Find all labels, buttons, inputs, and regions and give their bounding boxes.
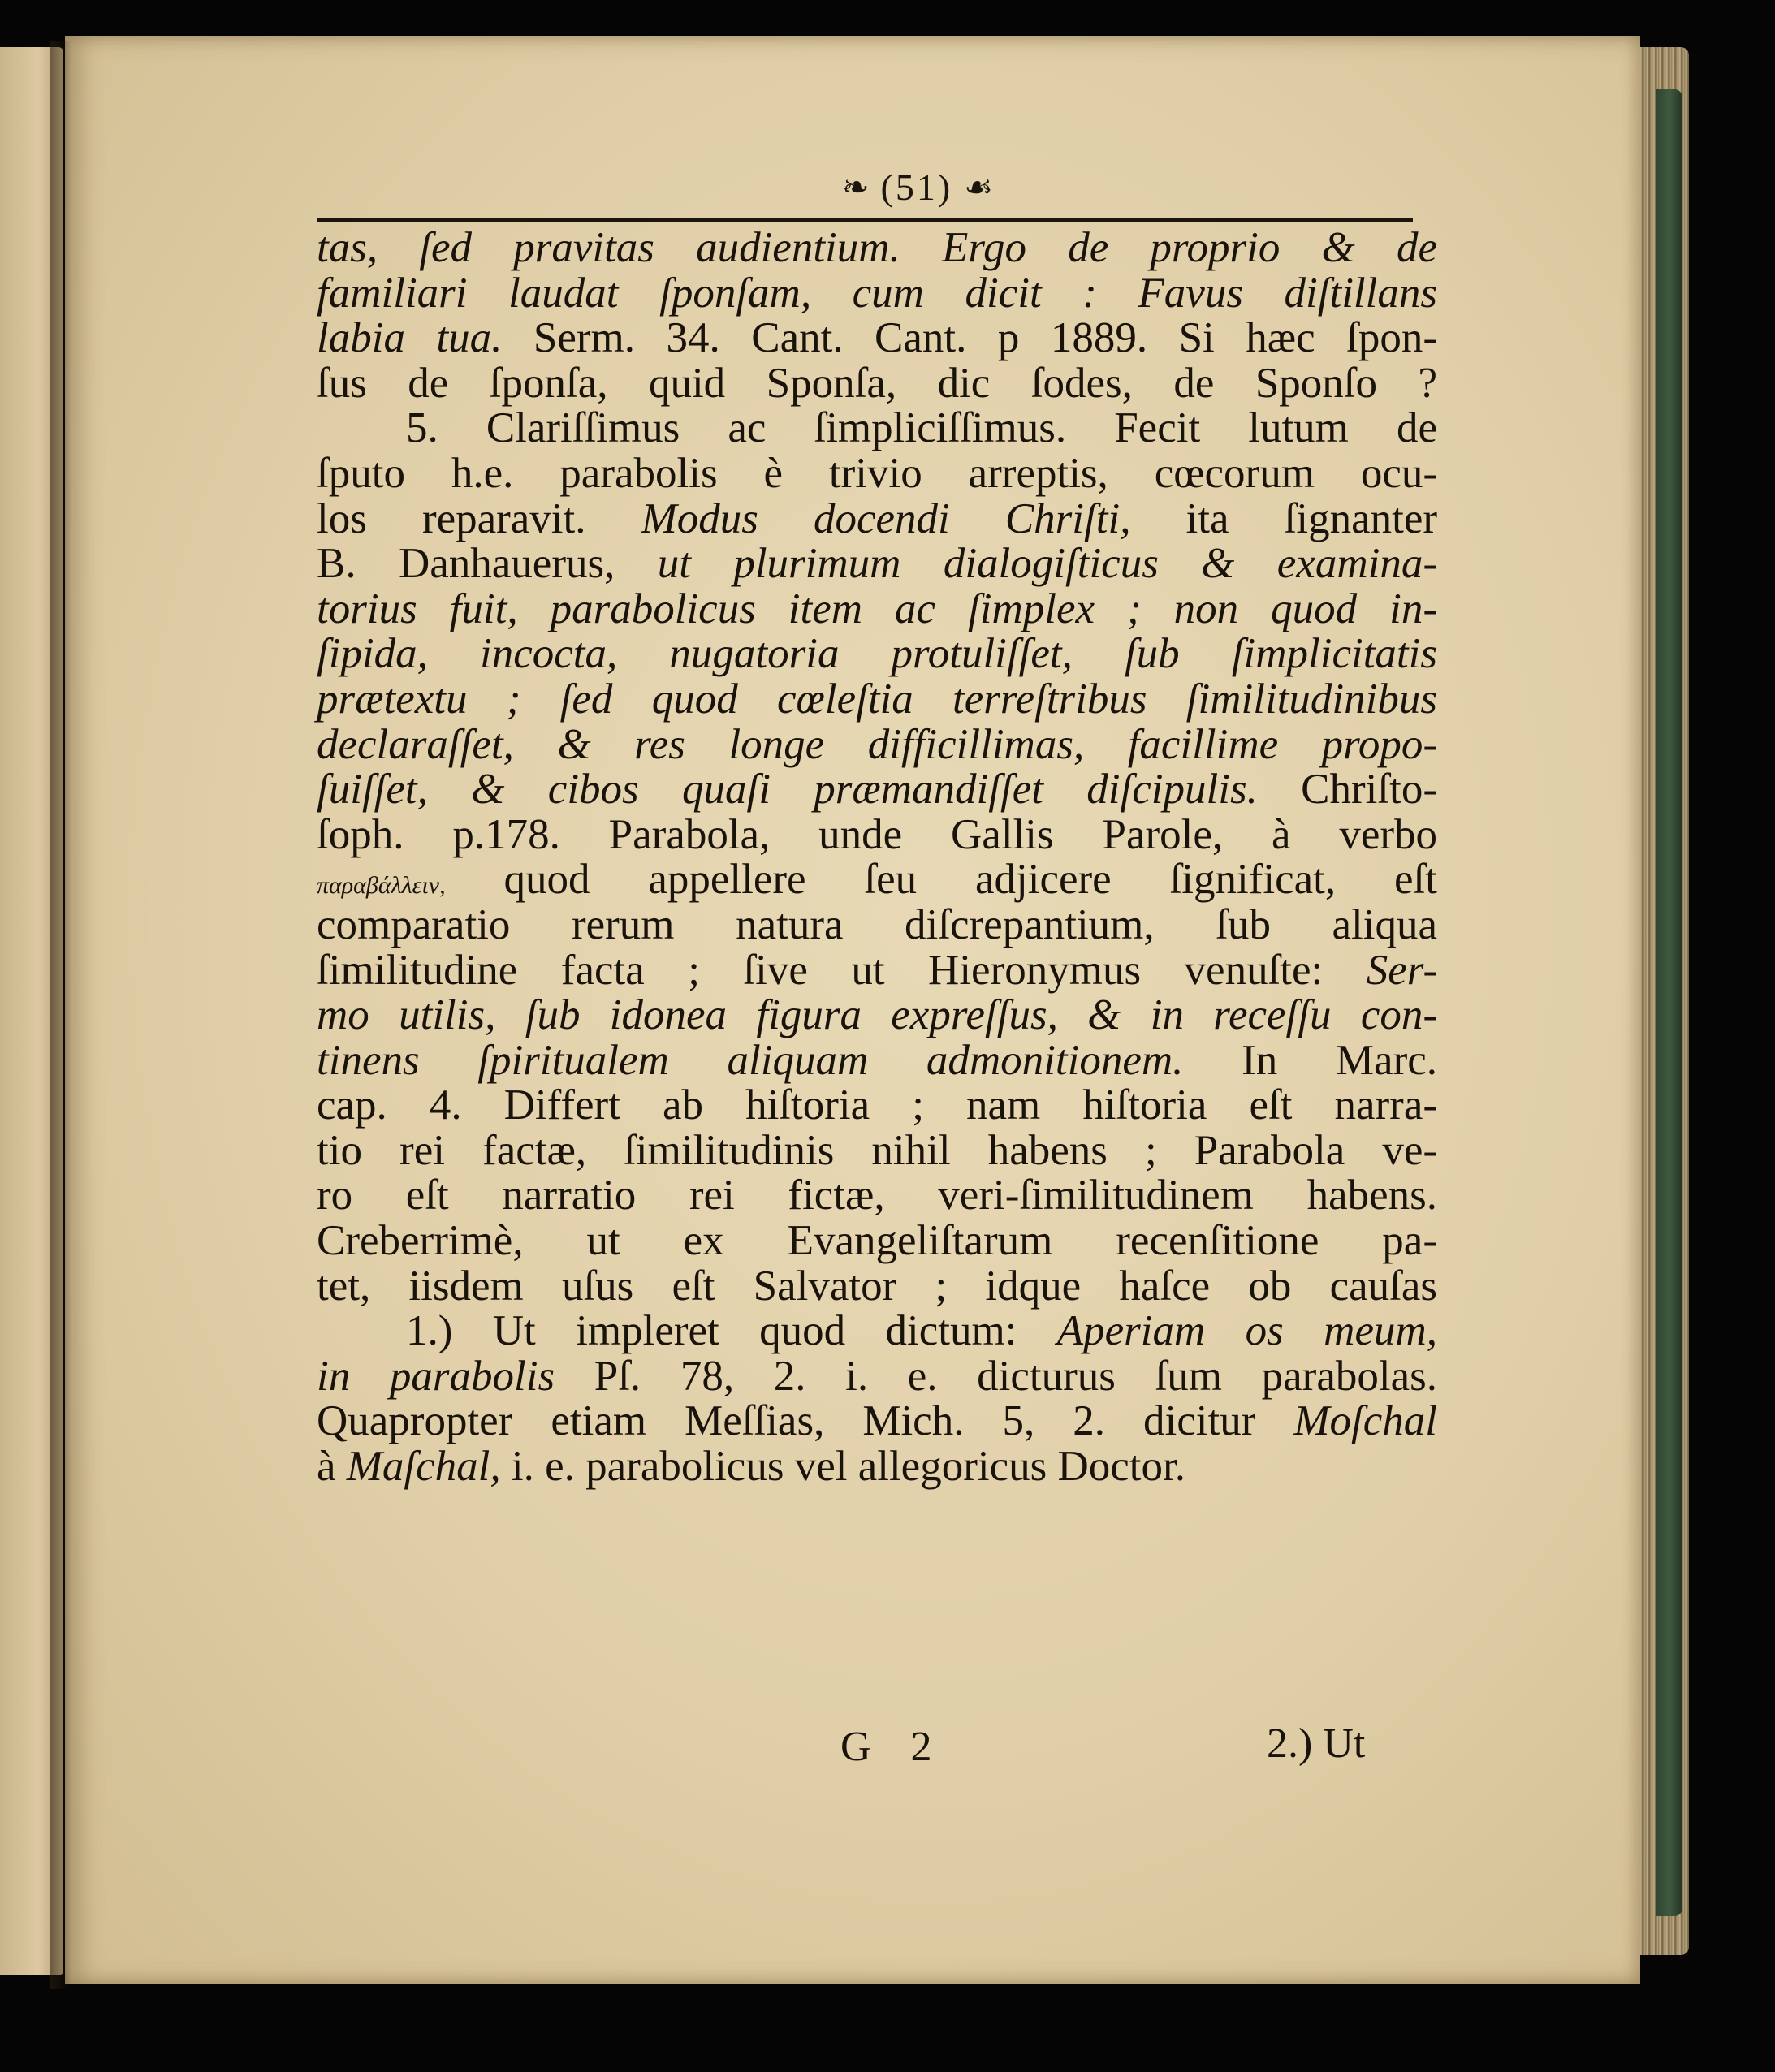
italic-segment: ſipida, incocta, nugatoria protuliſſet, ſub ſimplicitatis [317,630,1437,678]
greek-segment: παραβάλλειν, [317,872,446,900]
text-line [317,900,1437,948]
text-line [317,451,1437,497]
text-segment: 1.) Ut impleret quod dictum: [406,1307,1057,1355]
italic-segment: mo utilis, ſub idonea figura expreſſus, & in receſſu con- [317,991,1437,1039]
text-segment: ſimilitudine facta ; ſive ut Hieronymus venuſte: [317,946,1367,994]
text-segment: los reparavit. [317,494,641,542]
text-segment [900,224,942,271]
gutter-shadow [50,41,71,1989]
italic-segment: labia tua. [317,314,503,362]
text-segment: i. e. parabolicus vel allegoricus Doctor. [500,1443,1185,1491]
text-segment: Quapropter etiam Meſſias, Mich. 5, 2. dicitur [317,1397,1294,1445]
text-segment: ſoph. p.178. Parabola, unde Gallis Parole, à verbo [317,810,1437,858]
italic-segment: tinens ſpiritualem aliquam admonitionem. [317,1036,1184,1084]
signature-mark: G 2 [840,1724,947,1770]
text-line [317,316,1437,361]
text-line [317,1083,1437,1129]
page-edge-band [1656,89,1682,1916]
text-segment: cap. 4. Differt ab hiſtoria ; nam hiſtoria eſt narra- [317,1081,1437,1129]
italic-segment: Moſchal [1293,1397,1437,1445]
text-line [317,271,1437,317]
ornament-right-icon: ☙ [964,168,993,205]
italic-segment: Ser- [1366,946,1437,994]
page-number: (51) [880,166,953,208]
text-line [317,361,1437,407]
italic-segment: ut plurimum dialogiſticus & examina- [657,540,1437,588]
text-segment: Chriſto- [1257,766,1438,814]
text-line [317,810,1437,858]
header-rule [317,218,1413,222]
text-segment: tet, iisdem uſus eſt Salvator ; idque haſce ob cauſas [317,1262,1437,1310]
text-segment: ita ſignanter [1130,494,1437,542]
italic-segment: Maſchal, [346,1443,501,1491]
text-line [317,857,1437,903]
running-head [633,166,1202,209]
text-segment: ſputo h.e. parabolis è trivio arreptis, cœcorum ocu- [317,449,1437,497]
italic-segment: prætextu ; ſed quod cœleſtia terreſtribus ſimilitudinibus [317,675,1437,723]
italic-segment: ſuiſſet, & cibos quaſi præmandiſſet diſcipulis. [317,766,1258,814]
text-line [317,542,1437,587]
text-segment: quod appellere ſeu adjicere ſignificat, eſt [445,856,1437,904]
italic-segment: tas, ſed pravitas audientium. [317,224,900,271]
text-segment: Creberrimè, ut ex Evangeliſtarum recenſitione pa- [317,1217,1437,1265]
italic-segment: Aperiam os meum, [1056,1307,1437,1355]
text-line [317,1444,1437,1490]
text-segment: B. Danhauerus, [317,540,658,588]
text-segment: comparatio rerum natura diſcrepantium, ſub aliqua [317,900,1437,948]
text-line [317,1126,1437,1174]
text-segment: ro eſt narratio rei fictæ, veri-ſimilitudinem habens. [317,1172,1437,1219]
text-line [317,1038,1437,1084]
text-line [317,587,1437,632]
italic-segment: declaraſſet, & res longe difficillimas, facillime propo- [317,720,1437,768]
text-line [317,948,1437,994]
text-line [317,767,1437,813]
text-line [317,720,1437,768]
ornament-left-icon: ❧ [841,168,870,205]
text-segment: Serm. 34. Cant. Cant. p 1889. Si hæc ſpon- [502,314,1437,362]
text-segment: In Marc. [1183,1036,1438,1084]
italic-segment: Ergo de proprio & de [941,224,1437,271]
text-line [317,993,1437,1038]
catchword: 2.) Ut [1267,1720,1366,1767]
text-line [317,226,1437,271]
text-segment: ſus de ſponſa, quid Sponſa, dic ſodes, de Sponſo ? [317,359,1437,407]
italic-segment: Modus docendi Chriſti, [641,494,1131,542]
text-line [317,632,1437,677]
italic-segment: torius fuit, parabolicus item ac ſimplex ; non quod in- [317,585,1437,632]
text-segment: 5. Clariſſimus ac ſimpliciſſimus. Fecit lutum de [406,404,1437,452]
text-line [317,494,1437,542]
italic-segment: in parabolis [317,1352,555,1400]
italic-segment: familiari laudat ſponſam, cum dicit : Favus diſtillans [317,269,1437,317]
text-line [317,677,1437,723]
text-line [317,1399,1437,1444]
text-segment: Pſ. 78, 2. i. e. dicturus ſum parabolas. [555,1352,1437,1400]
body-text [317,226,1437,1490]
text-segment: à [317,1443,347,1491]
text-segment: tio rei factæ, ſimilitudinis nihil habens ; Parabola ve- [317,1126,1437,1174]
text-line [317,406,1437,451]
text-line [317,1309,1437,1354]
text-line [317,1354,1437,1400]
text-line [317,1173,1437,1219]
text-line [317,1219,1437,1264]
text-line [317,1264,1437,1310]
